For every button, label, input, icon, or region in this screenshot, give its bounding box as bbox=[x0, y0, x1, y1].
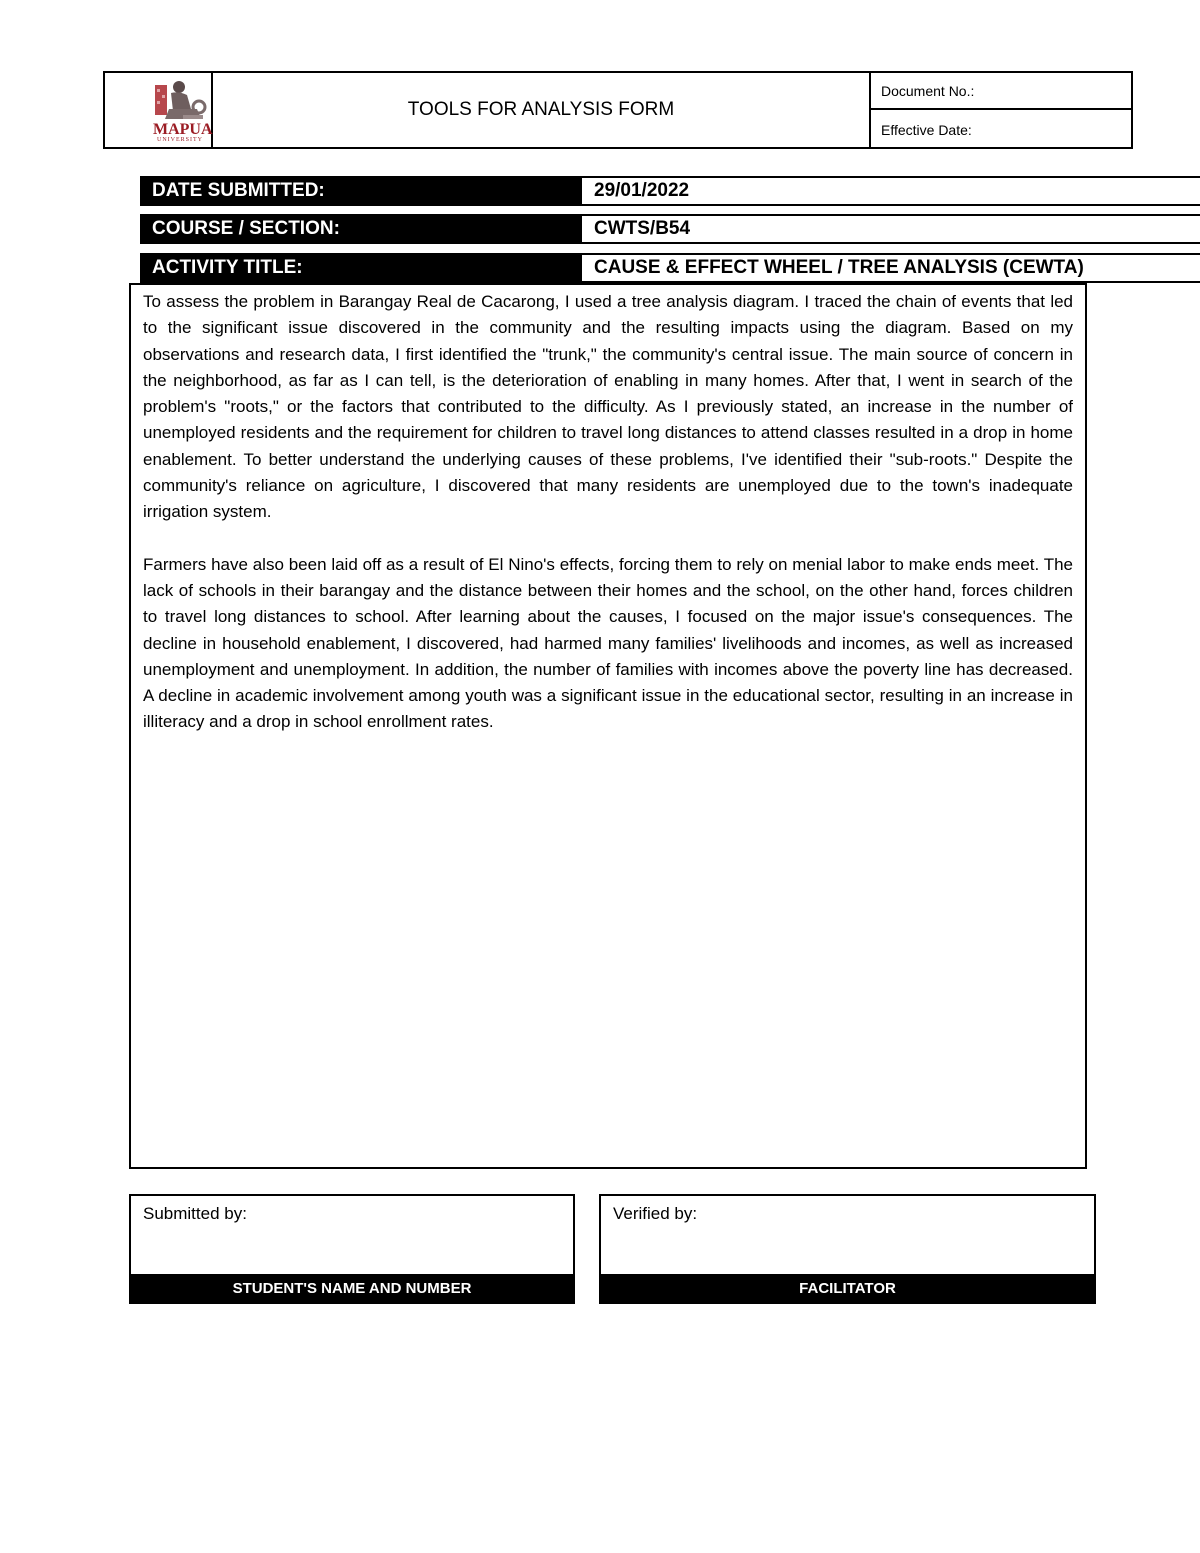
analysis-text-box[interactable] bbox=[129, 283, 1087, 1169]
activity-title-label: ACTIVITY TITLE: bbox=[140, 253, 440, 283]
verified-by-box[interactable] bbox=[599, 1194, 1096, 1304]
label-bar bbox=[440, 214, 580, 244]
form-header bbox=[103, 71, 1133, 149]
course-section-row bbox=[140, 214, 1087, 244]
university-logo-icon bbox=[153, 79, 211, 123]
activity-title-value[interactable]: CAUSE & EFFECT WHEEL / TREE ANALYSIS (CEWTA) bbox=[580, 253, 1200, 283]
facilitator-footer: FACILITATOR bbox=[601, 1274, 1094, 1302]
date-submitted-row bbox=[140, 176, 1087, 206]
student-name-footer: STUDENT'S NAME AND NUMBER bbox=[131, 1274, 573, 1302]
submitted-by-box[interactable] bbox=[129, 1194, 575, 1304]
submitted-by-label: Submitted by: bbox=[143, 1204, 247, 1223]
logo-subtext: UNIVERSITY bbox=[157, 137, 203, 143]
activity-title-row bbox=[140, 253, 1087, 283]
verified-by-label: Verified by: bbox=[613, 1204, 698, 1223]
label-bar bbox=[440, 176, 580, 206]
logo-cell bbox=[105, 73, 213, 147]
document-no-label: Document No.: bbox=[871, 73, 1131, 110]
course-section-label: COURSE / SECTION: bbox=[140, 214, 440, 244]
body-paragraph-1: To assess the problem in Barangay Real de Cacarong, I used a tree analysis diagram. I traced the chain of events that led to the significant issue discovered in the community and the resulting impacts using the diagram. Based on my observations and research data, I first identified the "trunk," the community's central issue. The main source of concern in the neighborhood, as far as I can tell, is the deterioration of enabling in many homes. After that, I went in search of the problem's "roots," or the factors that contributed to the difficulty. As I previously stated, an increase in the number of unemployed residents and the requirement for children to travel long distances to attend classes resulted in a drop in home enablement. To better understand the underlying causes of these problems, I've identified their "sub-roots." Despite the community's reliance on agriculture, I discovered that many residents are unemployed due to the town's inadequate irrigation system. bbox=[143, 292, 1073, 522]
logo-text: MAPUA bbox=[153, 121, 213, 138]
date-submitted-label: DATE SUBMITTED: bbox=[140, 176, 440, 206]
label-bar bbox=[440, 253, 580, 283]
document-meta bbox=[871, 73, 1131, 147]
form-title: TOOLS FOR ANALYSIS FORM bbox=[213, 73, 871, 147]
body-paragraph-2: Farmers have also been laid off as a result of El Nino's effects, forcing them to rely on menial labor to make ends meet. The lack of schools in their barangay and the distance between their homes and the school, on the other hand, forces children to travel long distances to school. After learning about the causes, I focused on the major issue's consequences. The decline in household enablement, I discovered, had harmed many families' livelihoods and incomes, as well as increased unemployment and unemployment. In addition, the number of families with incomes above the poverty line has decreased. A decline in academic involvement among youth was a significant issue in the educational sector, resulting in an increase in illiteracy and a drop in school enrollment rates. bbox=[143, 554, 1073, 732]
date-submitted-value[interactable]: 29/01/2022 bbox=[580, 176, 1200, 206]
effective-date-label: Effective Date: bbox=[881, 121, 972, 138]
course-section-value[interactable]: CWTS/B54 bbox=[580, 214, 1200, 244]
